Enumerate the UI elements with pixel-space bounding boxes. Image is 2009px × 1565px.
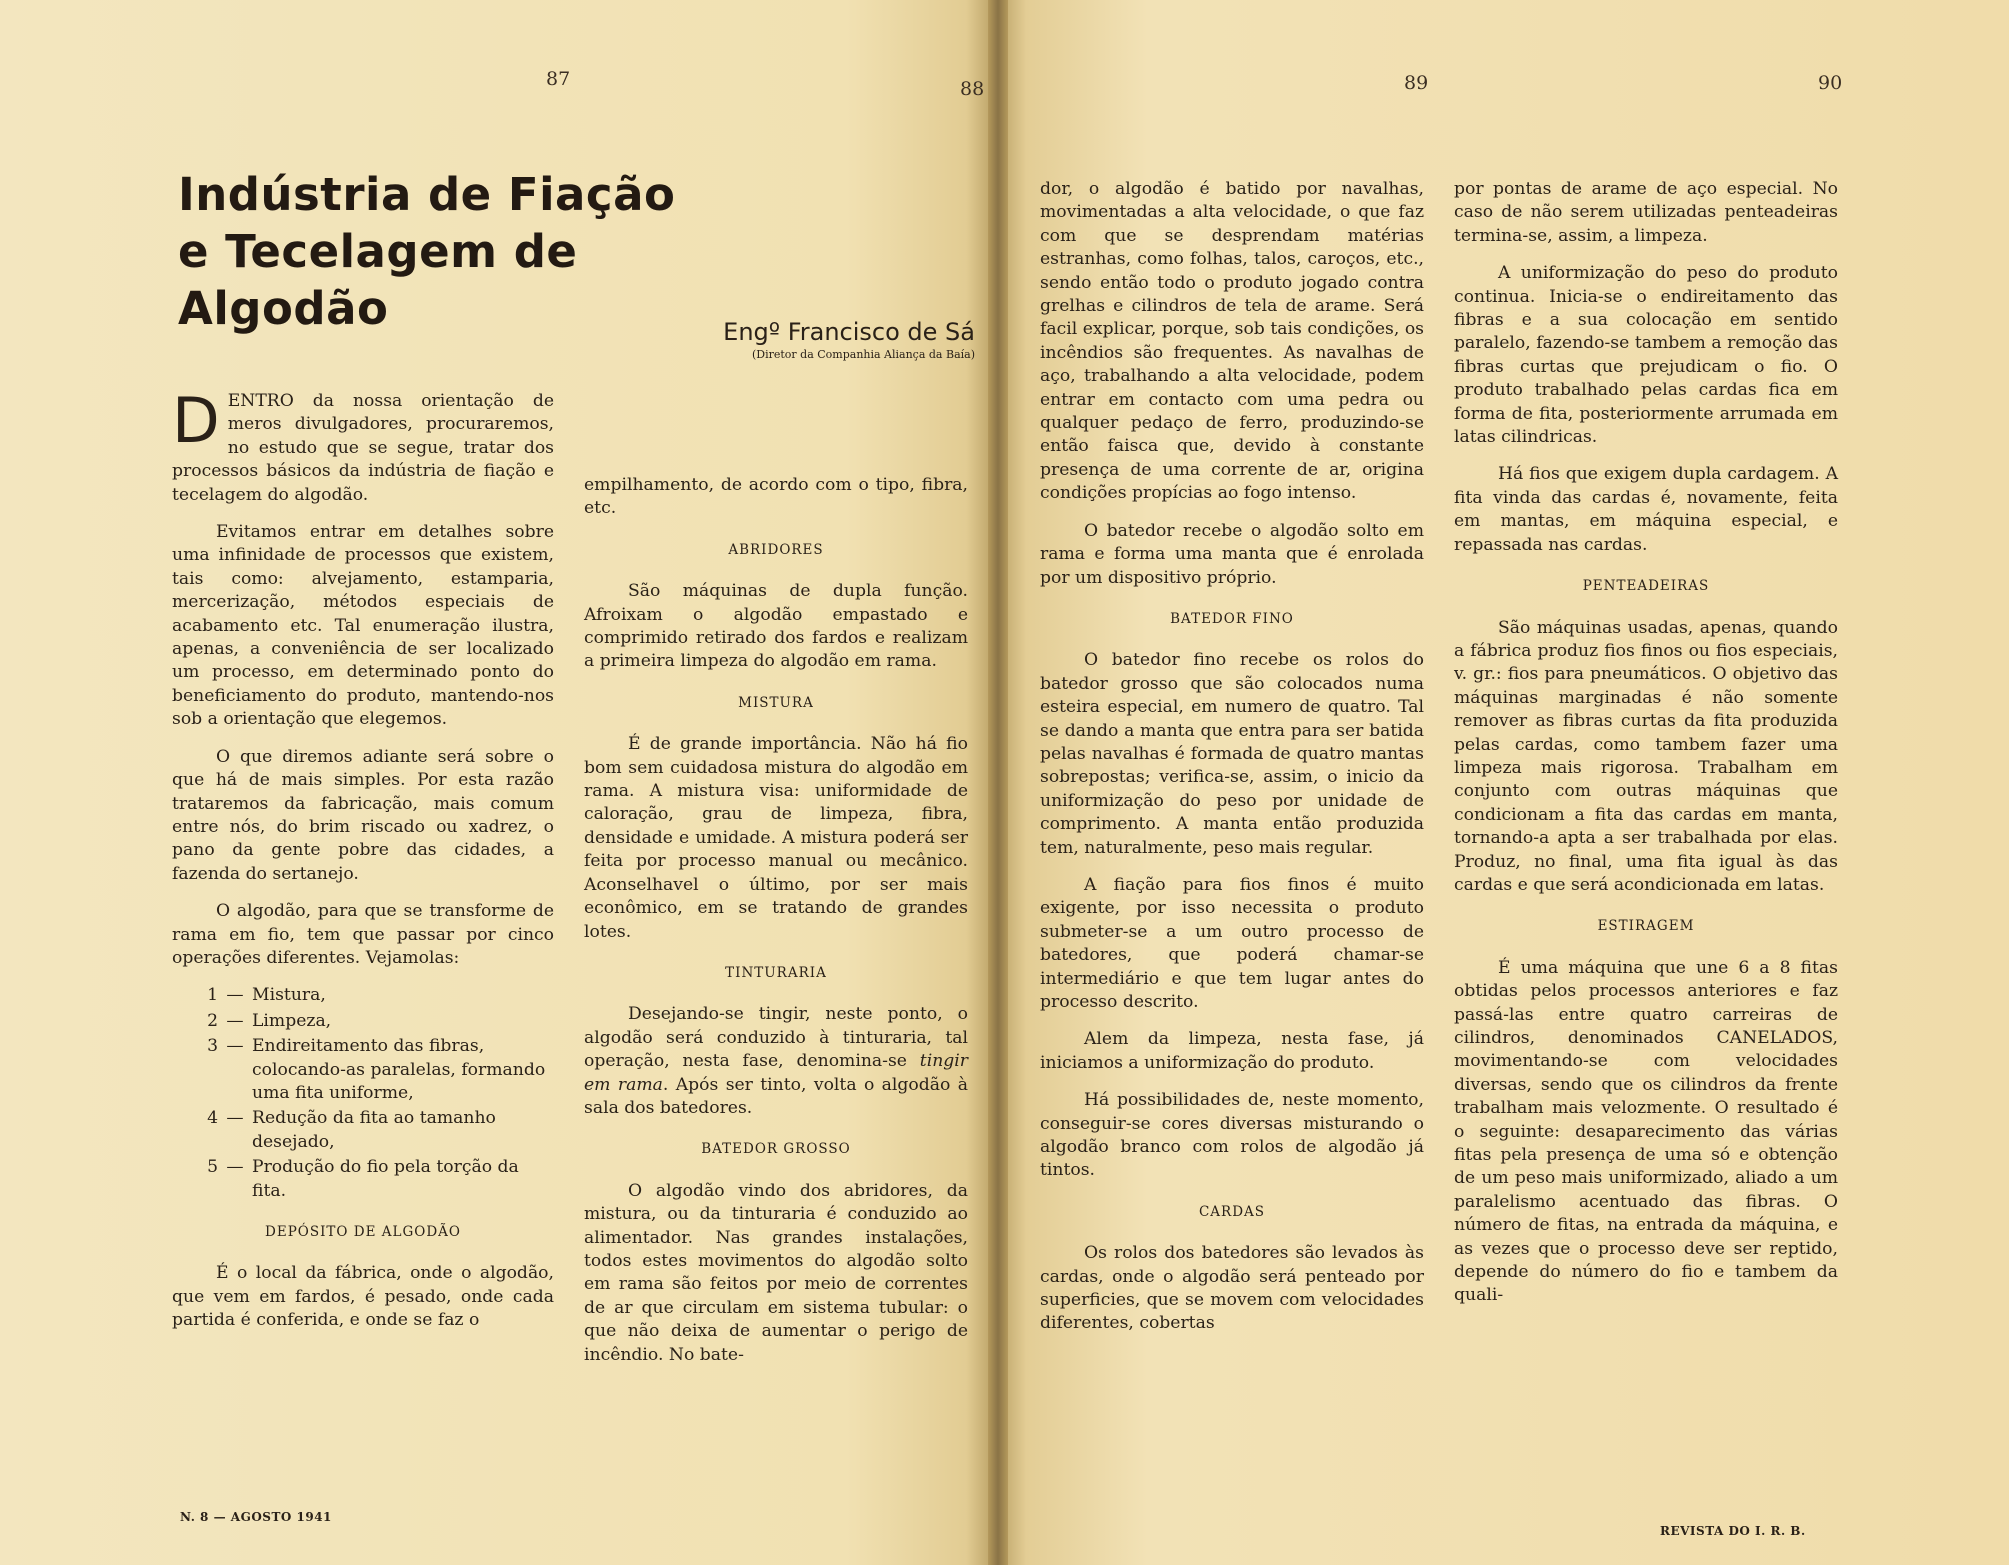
column-3: [1040, 178, 1424, 1350]
paragraph: O batedor recebe o algodão solto em rama e forma uma manta que é enrolada por um dispositivo próprio.: [1040, 520, 1424, 588]
paragraph: Alem da limpeza, nesta fase, já iniciamos a uniformização do produto.: [1040, 1029, 1424, 1073]
section-heading: ESTIRAGEM: [1597, 918, 1695, 935]
author-affiliation: (Diretor da Companhia Aliança da Baía): [751, 348, 975, 361]
section-heading: MISTURA: [738, 694, 814, 711]
section-heading: BATEDOR FINO: [1170, 610, 1294, 627]
column-1: [172, 384, 554, 1347]
paragraph: Desejando-se tingir, neste ponto, o algodão será conduzido à tinturaria, tal operação, nesta fase, denomina-se tingir em rama. Após ser tinto, volta o algodão à sala dos batedores.: [584, 1004, 968, 1118]
section-heading: TINTURARIA: [725, 964, 827, 981]
paragraph: empilhamento, de acordo com o tipo, fibra, etc.: [584, 475, 968, 519]
section-heading: BATEDOR GROSSO: [701, 1141, 851, 1158]
paragraph: A uniformização do peso do produto continua. Inicia-se o endireitamento das fibras e a sua colocação em sentido paralelo, fazendo-se tambem a remoção das fibras curtas que prejudicam o fio. O produto trabalhado pelas cardas fica em forma de fita, posteriormente arrumada em latas cilindricas.: [1454, 263, 1838, 448]
paragraph: DENTRO da nossa orientação de meros divulgadores, procuraremos, no estudo que se segue, tratar dos processos básicos da indústria de fiação e tecelagem do algodão.: [172, 384, 554, 505]
column-2: [584, 474, 968, 1381]
paragraph: Há possibilidades de, neste momento, conseguir-se cores diversas misturando o algodão branco com rolos de algodão já tintos.: [1040, 1090, 1424, 1181]
drop-cap: D: [172, 384, 220, 457]
paragraph: São máquinas usadas, apenas, quando a fábrica produz fios finos ou fios especiais, v. gr.: fios para pneumáticos. O objetivo das máquinas marginadas é não somente remover as fibras curtas da fita produzida pelas cardas, como tambem fazer uma limpeza mais rigorosa. Trabalham em conjunto com outras máquinas que condicionam a fita das cardas em manta, tornando-a apta a ser trabalhada por elas. Produz, no final, uma fita igual às das cardas e que será acondicionada em latas.: [1454, 617, 1838, 895]
paragraph: A fiação para fios finos é muito exigente, por isso necessita o produto submeter-se a um outro processo de batedores, que poderá chamar-se intermediário e que tem lugar antes do processo descrito.: [1040, 874, 1424, 1012]
list-item: 4 — Redução da fita ao tamanho desejado,: [207, 1108, 496, 1152]
paragraph: por pontas de arame de aço especial. No caso de não serem utilizadas penteadeiras termina-se, assim, a limpeza.: [1454, 179, 1838, 246]
paragraph: Há fios que exigem dupla cardagem. A fita vinda das cardas é, novamente, feita em mantas, em máquina especial, e repassada nas cardas.: [1454, 464, 1838, 555]
paragraph: Evitamos entrar em detalhes sobre uma infinidade de processos que existem, tais como: alvejamento, estamparia, mercerização, métodos especiais de acabamento etc. Tal enumeração ilustra, apenas, a conveniência de ser localizado um processo, em determinado ponto do beneficiamento do produto, mantendo-nos sob a orientação que elegemos.: [172, 522, 554, 730]
list-item: 2 — Limpeza,: [207, 1010, 332, 1031]
paragraph: São máquinas de dupla função. Afroixam o algodão empastado e comprimido retirado dos fardos e realizam a primeira limpeza do algodão em rama.: [584, 581, 968, 672]
paragraph: É o local da fábrica, onde o algodão, que vem em fardos, é pesado, onde cada partida é conferida, e onde se faz o: [172, 1263, 554, 1331]
article-title: [178, 166, 778, 337]
paragraph: É de grande importância. Não há fio bom sem cuidadosa mistura do algodão em rama. A mistura visa: uniformidade de caloração, grau de limpeza, fibra, densidade e umidade. A mistura poderá ser feita por processo manual ou mecânico. Aconselhavel o último, por ser mais econômico, em se tratando de grandes lotes.: [584, 734, 968, 942]
page-number-89: 89: [1404, 72, 1429, 94]
section-heading: PENTEADEIRAS: [1582, 578, 1710, 595]
footer-journal: REVISTA DO I. R. B.: [1660, 1524, 1806, 1538]
list-item: 5 — Produção do fio pela torção da fita.: [207, 1157, 519, 1201]
paragraph: O batedor fino recebe os rolos do batedor grosso que são colocados numa esteira especial, em numero de quatro. Tal se dando a manta que entra para ser batida pelas navalhas é formada de quatro mantas sobrepostas; verifica-se, assim, o inicio da uniformização do peso por unidade de comprimento. A manta então produzida tem, naturalmente, peso mais regular.: [1040, 650, 1424, 858]
paragraph: É uma máquina que une 6 a 8 fitas obtidas pelos processos anteriores e faz passá-las entre quatro carreiras de cilindros, denominados CANELADOS, movimentando-se com velocidades diversas, sendo que os cilindros da frente trabalham mais velozmente. O resultado é o seguinte: desaparecimento das várias fitas pela presença de uma só e obtenção de um peso mais uniformizado, aliado a um paralelismo acentuado das fibras. O número de fitas, na entrada da máquina, e as vezes que o processo deve ser reptido, depende do número do fio e tambem da quali-: [1454, 957, 1838, 1306]
section-heading: DEPÓSITO DE ALGODÃO: [265, 1224, 461, 1240]
title-line-2: e Tecelagem de Algodão: [178, 225, 578, 335]
page-number-90: 90: [1818, 72, 1843, 94]
paragraph: dor, o algodão é batido por navalhas, movimentadas a alta velocidade, o que faz com que se desprendam matérias estranhas, como folhas, talos, caroços, etc., sendo então todo o produto jogado contra grelhas e cilindros de tela de arame. Será facil explicar, porque, sob tais condições, os incêndios são frequentes. As navalhas de aço, trabalhando a alta velocidade, podem entrar em contacto com uma pedra ou qualquer pedaço de ferro, produzindo-se então faisca que, devido à constante presença de uma corrente de ar, origina condições propícias ao fogo intenso.: [1040, 179, 1424, 504]
author-name: Engº Francisco de Sá: [723, 318, 975, 346]
title-line-1: Indústria de Fiação: [178, 168, 676, 221]
paragraph: O que diremos adiante será sobre o que há de mais simples. Por esta razão trataremos da fabricação, mais comum entre nós, do brim riscado ou xadrez, o pano da gente pobre das cidades, a fazenda do sertanejo.: [172, 746, 554, 884]
book-spine: [988, 0, 1008, 1565]
paragraph: O algodão, para que se transforme de rama em fio, tem que passar por cinco operações diferentes. Vejamolas:: [172, 901, 554, 968]
section-heading: CARDAS: [1198, 1203, 1266, 1220]
paragraph: Os rolos dos batedores são levados às cardas, onde o algodão será penteado por superficies, que se movem com velocidades diferentes, cobertas: [1040, 1243, 1424, 1334]
paragraph: O algodão vindo dos abridores, da mistura, ou da tinturaria é conduzido ao alimentador. Nas grandes instalações, todos estes movimentos do algodão solto em rama são feitos por meio de correntes de ar que circulam em sistema tubular: o que não deixa de aumentar o perigo de incêndio. No bate-: [584, 1180, 968, 1365]
page-number-88: 88: [960, 78, 985, 100]
author-block: [723, 318, 975, 361]
list-item: 3 — Endireitamento das fibras, colocando-as paralelas, formando uma fita uniforme,: [207, 1036, 546, 1103]
section-heading: ABRIDORES: [728, 541, 824, 558]
column-4: [1454, 178, 1838, 1322]
page-number-87: 87: [546, 68, 571, 90]
steps-list: [172, 984, 554, 1203]
footer-issue: N. 8 — AGOSTO 1941: [180, 1510, 332, 1524]
list-item: 1 — Mistura,: [207, 985, 326, 1006]
